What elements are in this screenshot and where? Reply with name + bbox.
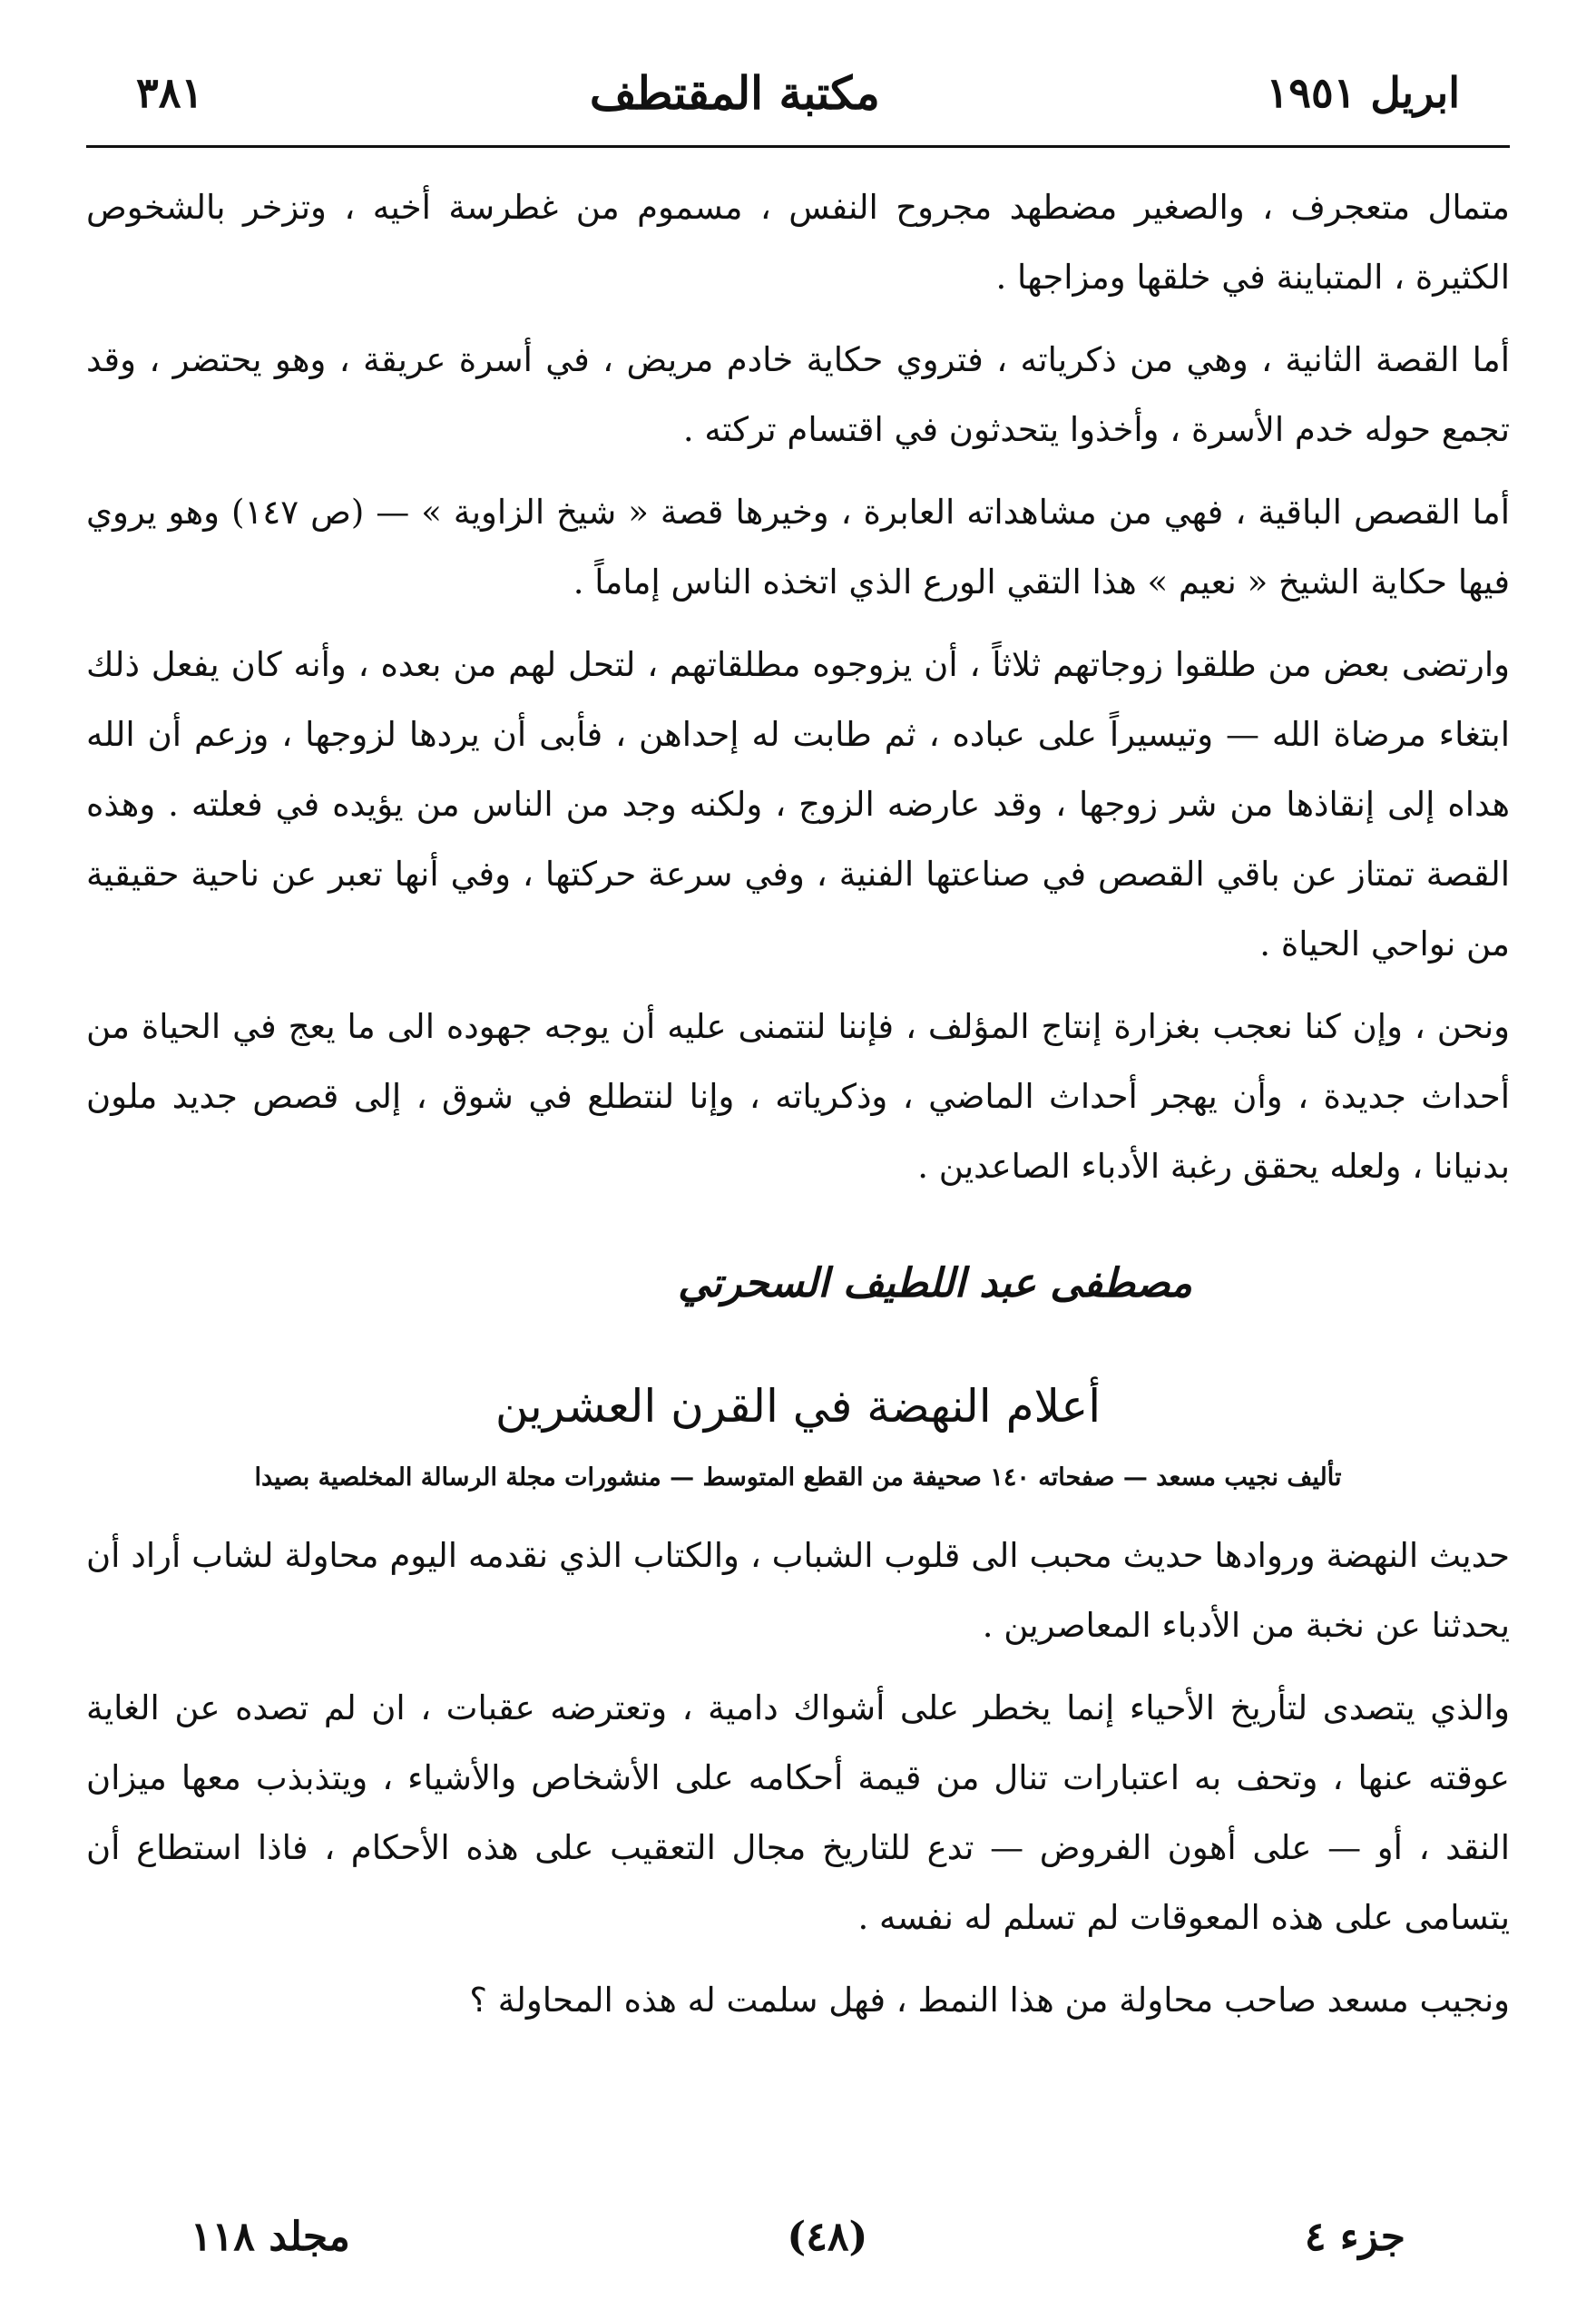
running-footer [191,2205,1405,2268]
paragraph: وارتضى بعض من طلقوا زوجاتهم ثلاثاً ، أن يزوجوه مطلقاتهم ، لتحل لهم من بعده ، وأنه كان يفعل ذلك ابتغاء مرضاة الله — وتيسيراً على عباده ، ثم طابت له إحداهن ، فأبى أن يردها لزوجها ، وزعم أن الله هداه إلى إنقاذها من شر زوجها ، وقد عارضه الزوج ، ولكنه وجد من الناس من يؤيده في فعلته . وهذه القصة تمتاز عن باقي القصص في صناعتها الفنية ، وفي سرعة حركتها ، وفي أنها تعبر عن ناحية حقيقية من نواحي الحياة . [86,645,1510,964]
footer-part: جزء ٤ [1304,2213,1405,2260]
footer-page-number: (٤٨) [787,2213,868,2260]
header-title: مكتبة المقتطف [589,65,880,120]
article-body [86,172,1510,2048]
paragraph: متمال متعجرف ، والصغير مضطهد مجروح النفس ، مسموم من غطرسة أخيه ، وتزخر بالشخوص الكثيرة ، المتباينة في خلقها ومزاجها . [86,188,1510,297]
paragraph: أما القصة الثانية ، وهي من ذكرياته ، فتروي حكاية خادم مريض ، في أسرة عريقة ، وهو يحتضر ، وقد تجمع حوله خدم الأسرة ، وأخذوا يتحدثون في اقتسام تركته . [86,340,1510,449]
review-title: أعلام النهضة في القرن العشرين [494,1380,1102,1433]
paragraph: والذي يتصدى لتأريخ الأحياء إنما يخطر على أشواك دامية ، وتعترضه عقبات ، ان لم تصده عن الغاية عوقته عنها ، وتحف به اعتبارات تنال من قيمة أحكامه على الأشخاص والأشياء ، ويتذبذب معها ميزان النقد ، أو — على أهون الفروض — تدع للتاريخ مجال التعقيب على هذه الأحكام ، فاذا استطاع أن يتسامى على هذه المعوقات لم تسلم له نفسه . [86,1688,1510,1937]
paragraph: أما القصص الباقية ، فهي من مشاهداته العابرة ، وخيرها قصة « شيخ الزاوية » — (ص ١٤٧) وهو يروي فيها حكاية الشيخ « نعيم » هذا التقي الورع الذي اتخذه الناس إماماً . [86,493,1510,602]
book-metadata: تأليف نجيب مسعد — صفحاته ١٤٠ صحيفة من القطع المتوسط — منشورات مجلة الرسالة المخلصية بصيدا [254,1463,1342,1492]
header-page-number: ٣٨١ [136,68,204,117]
header-date: ابريل ١٩٥١ [1266,68,1460,117]
running-header [136,56,1460,129]
paragraph: ونجيب مسعد صاحب محاولة من هذا النمط ، فهل سلمت له هذه المحاولة ؟ [469,1981,1510,2020]
paragraph: ونحن ، وإن كنا نعجب بغزارة إنتاج المؤلف ، فإننا لنتمنى عليه أن يوجه جهوده الى ما يعج في الحياة من أحداث جديدة ، وأن يهجر أحداث الماضي ، وذكرياته ، وإنا لنتطلع في شوق ، إلى قصص جديد ملون بدنيانا ، ولعله يحقق رغبة الأدباء الصاعدين . [86,1007,1510,1186]
author-signature: مصطفى عبد اللطيف السحرتي [678,1260,1192,1306]
paragraph: حديث النهضة وروادها حديث محبب الى قلوب الشباب ، والكتاب الذي نقدمه اليوم محاولة لشاب أراد أن يحدثنا عن نخبة من الأدباء المعاصرين . [86,1536,1510,1645]
header-rule [86,145,1510,148]
footer-volume: مجلد ١١٨ [191,2213,350,2260]
